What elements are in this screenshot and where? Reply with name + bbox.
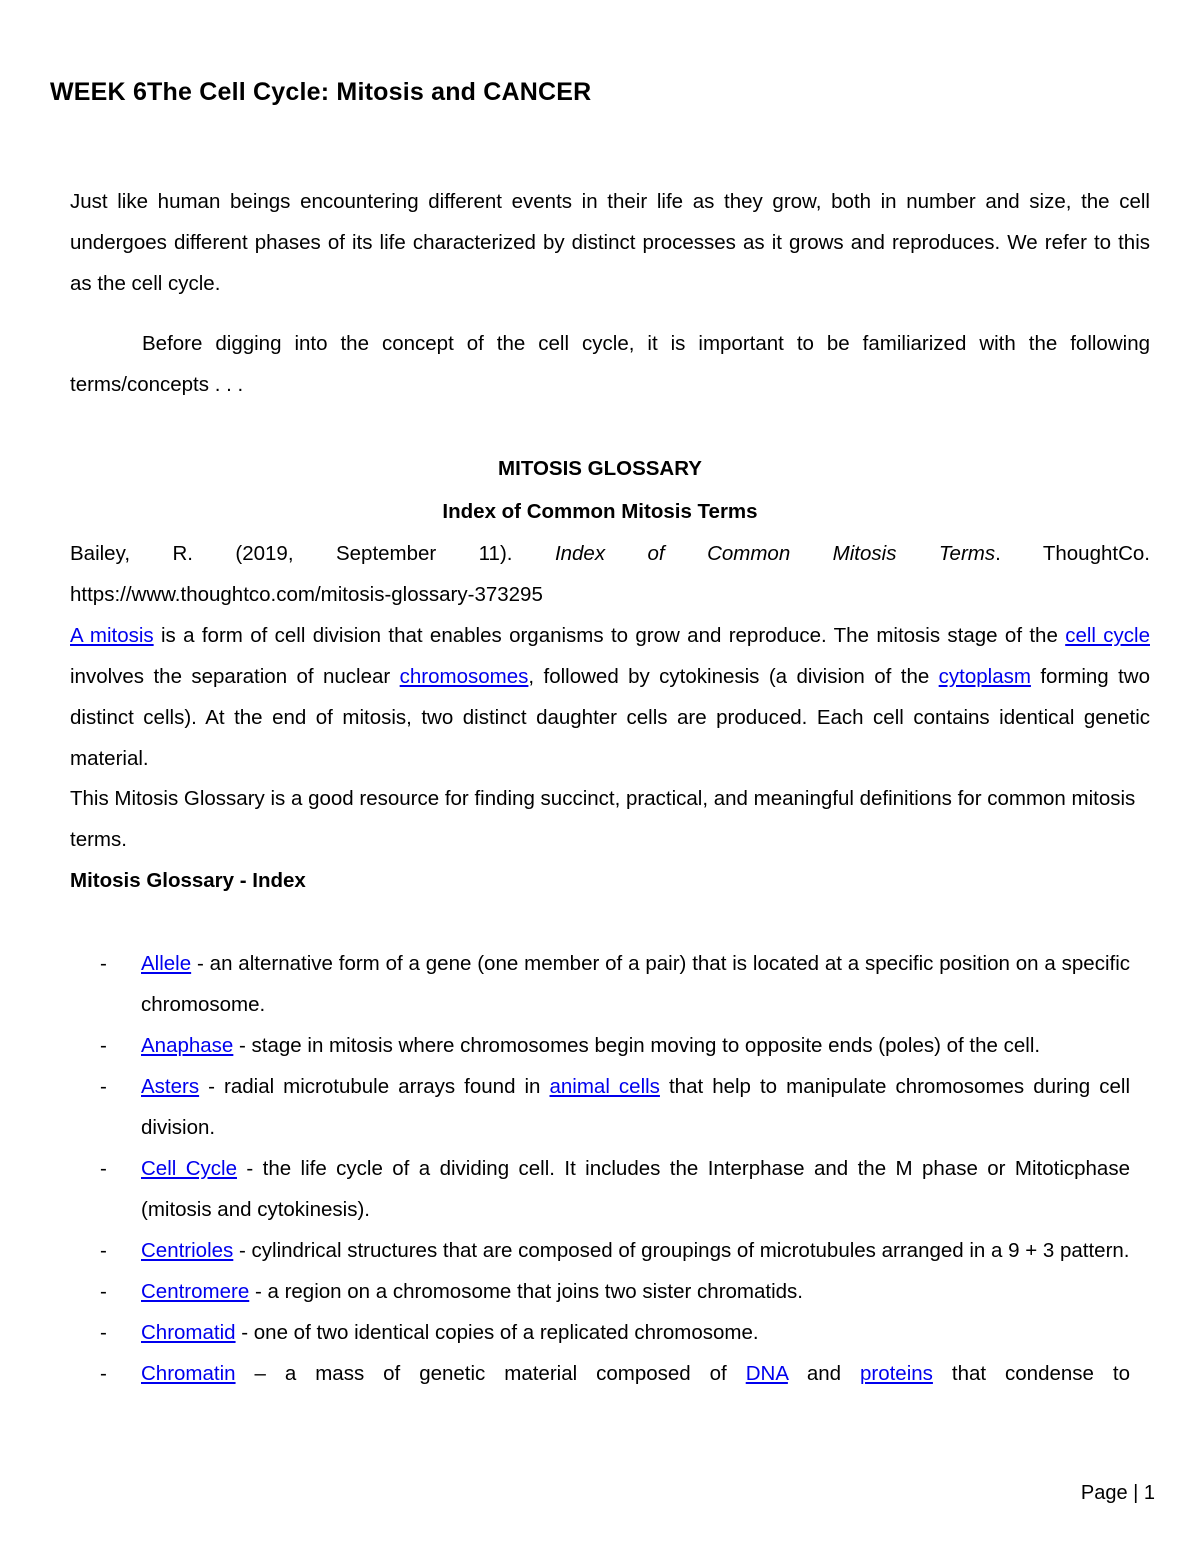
- link-chromosomes[interactable]: chromosomes: [399, 665, 529, 688]
- link-anaphase[interactable]: Anaphase: [141, 1034, 234, 1057]
- index-label: Mitosis Glossary - Index: [70, 869, 306, 892]
- citation-url: https://www.thoughtco.com/mitosis-glossary-373295: [70, 583, 543, 606]
- link-cytoplasm[interactable]: cytoplasm: [938, 665, 1031, 688]
- glossary-heading: MITOSIS GLOSSARY: [498, 457, 702, 480]
- citation-work: Index of Common Mitosis Terms: [554, 542, 996, 565]
- def-chromatin-mid: and: [787, 1362, 860, 1385]
- link-centrioles[interactable]: Centrioles: [141, 1239, 234, 1262]
- glossary-item-chromatid: [100, 1312, 1130, 1353]
- glossary-list: [100, 943, 1130, 1394]
- def-chromatin-a: – a mass of genetic material composed of: [235, 1362, 746, 1385]
- glossary-item-anaphase: [100, 1025, 1130, 1066]
- link-dna[interactable]: DNA: [745, 1362, 788, 1385]
- intro-paragraph: Just like human beings encountering different events in their life as they grow, both in number and size, the cell undergoes different phases of its life characterized by distinct processes as it grows and reproduces. We refer to this as the cell cycle.: [70, 190, 1150, 295]
- page-number: Page | 1: [1080, 1482, 1155, 1504]
- def-centromere: - a region on a chromosome that joins two sister chromatids.: [249, 1280, 803, 1303]
- def-asters-b: that help to manipulate chromosomes during cell division.: [141, 1075, 1130, 1139]
- def-chromatid: - one of two identical copies of a replicated chromosome.: [235, 1321, 759, 1344]
- def-cell-cycle: - the life cycle of a dividing cell. It includes the Interphase and the M phase or Mitoticphase (mitosis and cytokinesis).: [141, 1157, 1130, 1221]
- glossary-item-centrioles: [100, 1230, 1130, 1271]
- citation-prefix: Bailey, R. (2019, September 11).: [70, 542, 555, 565]
- link-cell-cycle[interactable]: cell cycle: [1065, 624, 1150, 647]
- list-dash: -: [100, 1362, 107, 1385]
- link-a-mitosis[interactable]: A mitosis: [70, 624, 154, 647]
- def-anaphase: - stage in mitosis where chromosomes begin moving to opposite ends (poles) of the cell.: [233, 1034, 1041, 1057]
- glossary-item-cell-cycle: [100, 1148, 1130, 1230]
- glossary-item-allele: [100, 943, 1130, 1025]
- list-dash: -: [100, 1157, 107, 1180]
- link-centromere[interactable]: Centromere: [141, 1280, 250, 1303]
- before-paragraph: Before digging into the concept of the cell cycle, it is important to be familiarized with the following terms/concepts . . .: [70, 332, 1150, 396]
- mitosis-text-4: forming two distinct cells). At the end of mitosis, two distinct daughter cells are produced. Each cell contains identical genetic material.: [70, 665, 1151, 770]
- def-allele: - an alternative form of a gene (one member of a pair) that is located at a specific position on a specific chromosome.: [141, 952, 1130, 1016]
- mitosis-text-1: is a form of cell division that enables organisms to grow and reproduce. The mitosis stage of the: [153, 624, 1066, 647]
- link-chromatin[interactable]: Chromatin: [141, 1362, 236, 1385]
- mitosis-text-2: involves the separation of nuclear: [70, 665, 400, 688]
- glossary-item-centromere: [100, 1271, 1130, 1312]
- link-allele[interactable]: Allele: [141, 952, 192, 975]
- list-dash: -: [100, 1034, 107, 1057]
- link-animal-cells[interactable]: animal cells: [549, 1075, 660, 1098]
- link-proteins[interactable]: proteins: [859, 1362, 933, 1385]
- def-centrioles: - cylindrical structures that are composed of groupings of microtubules arranged in a 9 + 3 pattern.: [233, 1239, 1130, 1262]
- link-asters[interactable]: Asters: [141, 1075, 200, 1098]
- def-asters-a: - radial microtubule arrays found in: [199, 1075, 550, 1098]
- citation: [70, 533, 1150, 615]
- resource-paragraph: This Mitosis Glossary is a good resource for finding succinct, practical, and meaningful definitions for common mitosis terms.: [70, 787, 1136, 851]
- index-heading: Index of Common Mitosis Terms: [442, 500, 758, 523]
- mitosis-text-3: , followed by cytokinesis (a division of the: [528, 665, 939, 688]
- page-title: WEEK 6The Cell Cycle: Mitosis and CANCER: [50, 78, 592, 106]
- link-cell-cycle-term[interactable]: Cell Cycle: [141, 1157, 237, 1180]
- glossary-item-chromatin: [100, 1353, 1130, 1394]
- def-chromatin-b: that condense to: [932, 1362, 1130, 1385]
- citation-suffix: . ThoughtCo.: [995, 542, 1150, 565]
- link-chromatid[interactable]: Chromatid: [141, 1321, 236, 1344]
- list-dash: -: [100, 1280, 107, 1303]
- glossary-item-asters: [100, 1066, 1130, 1148]
- list-dash: -: [100, 1239, 107, 1262]
- list-dash: -: [100, 1075, 107, 1098]
- list-dash: -: [100, 1321, 107, 1344]
- mitosis-paragraph: [70, 615, 1150, 779]
- list-dash: -: [100, 952, 107, 975]
